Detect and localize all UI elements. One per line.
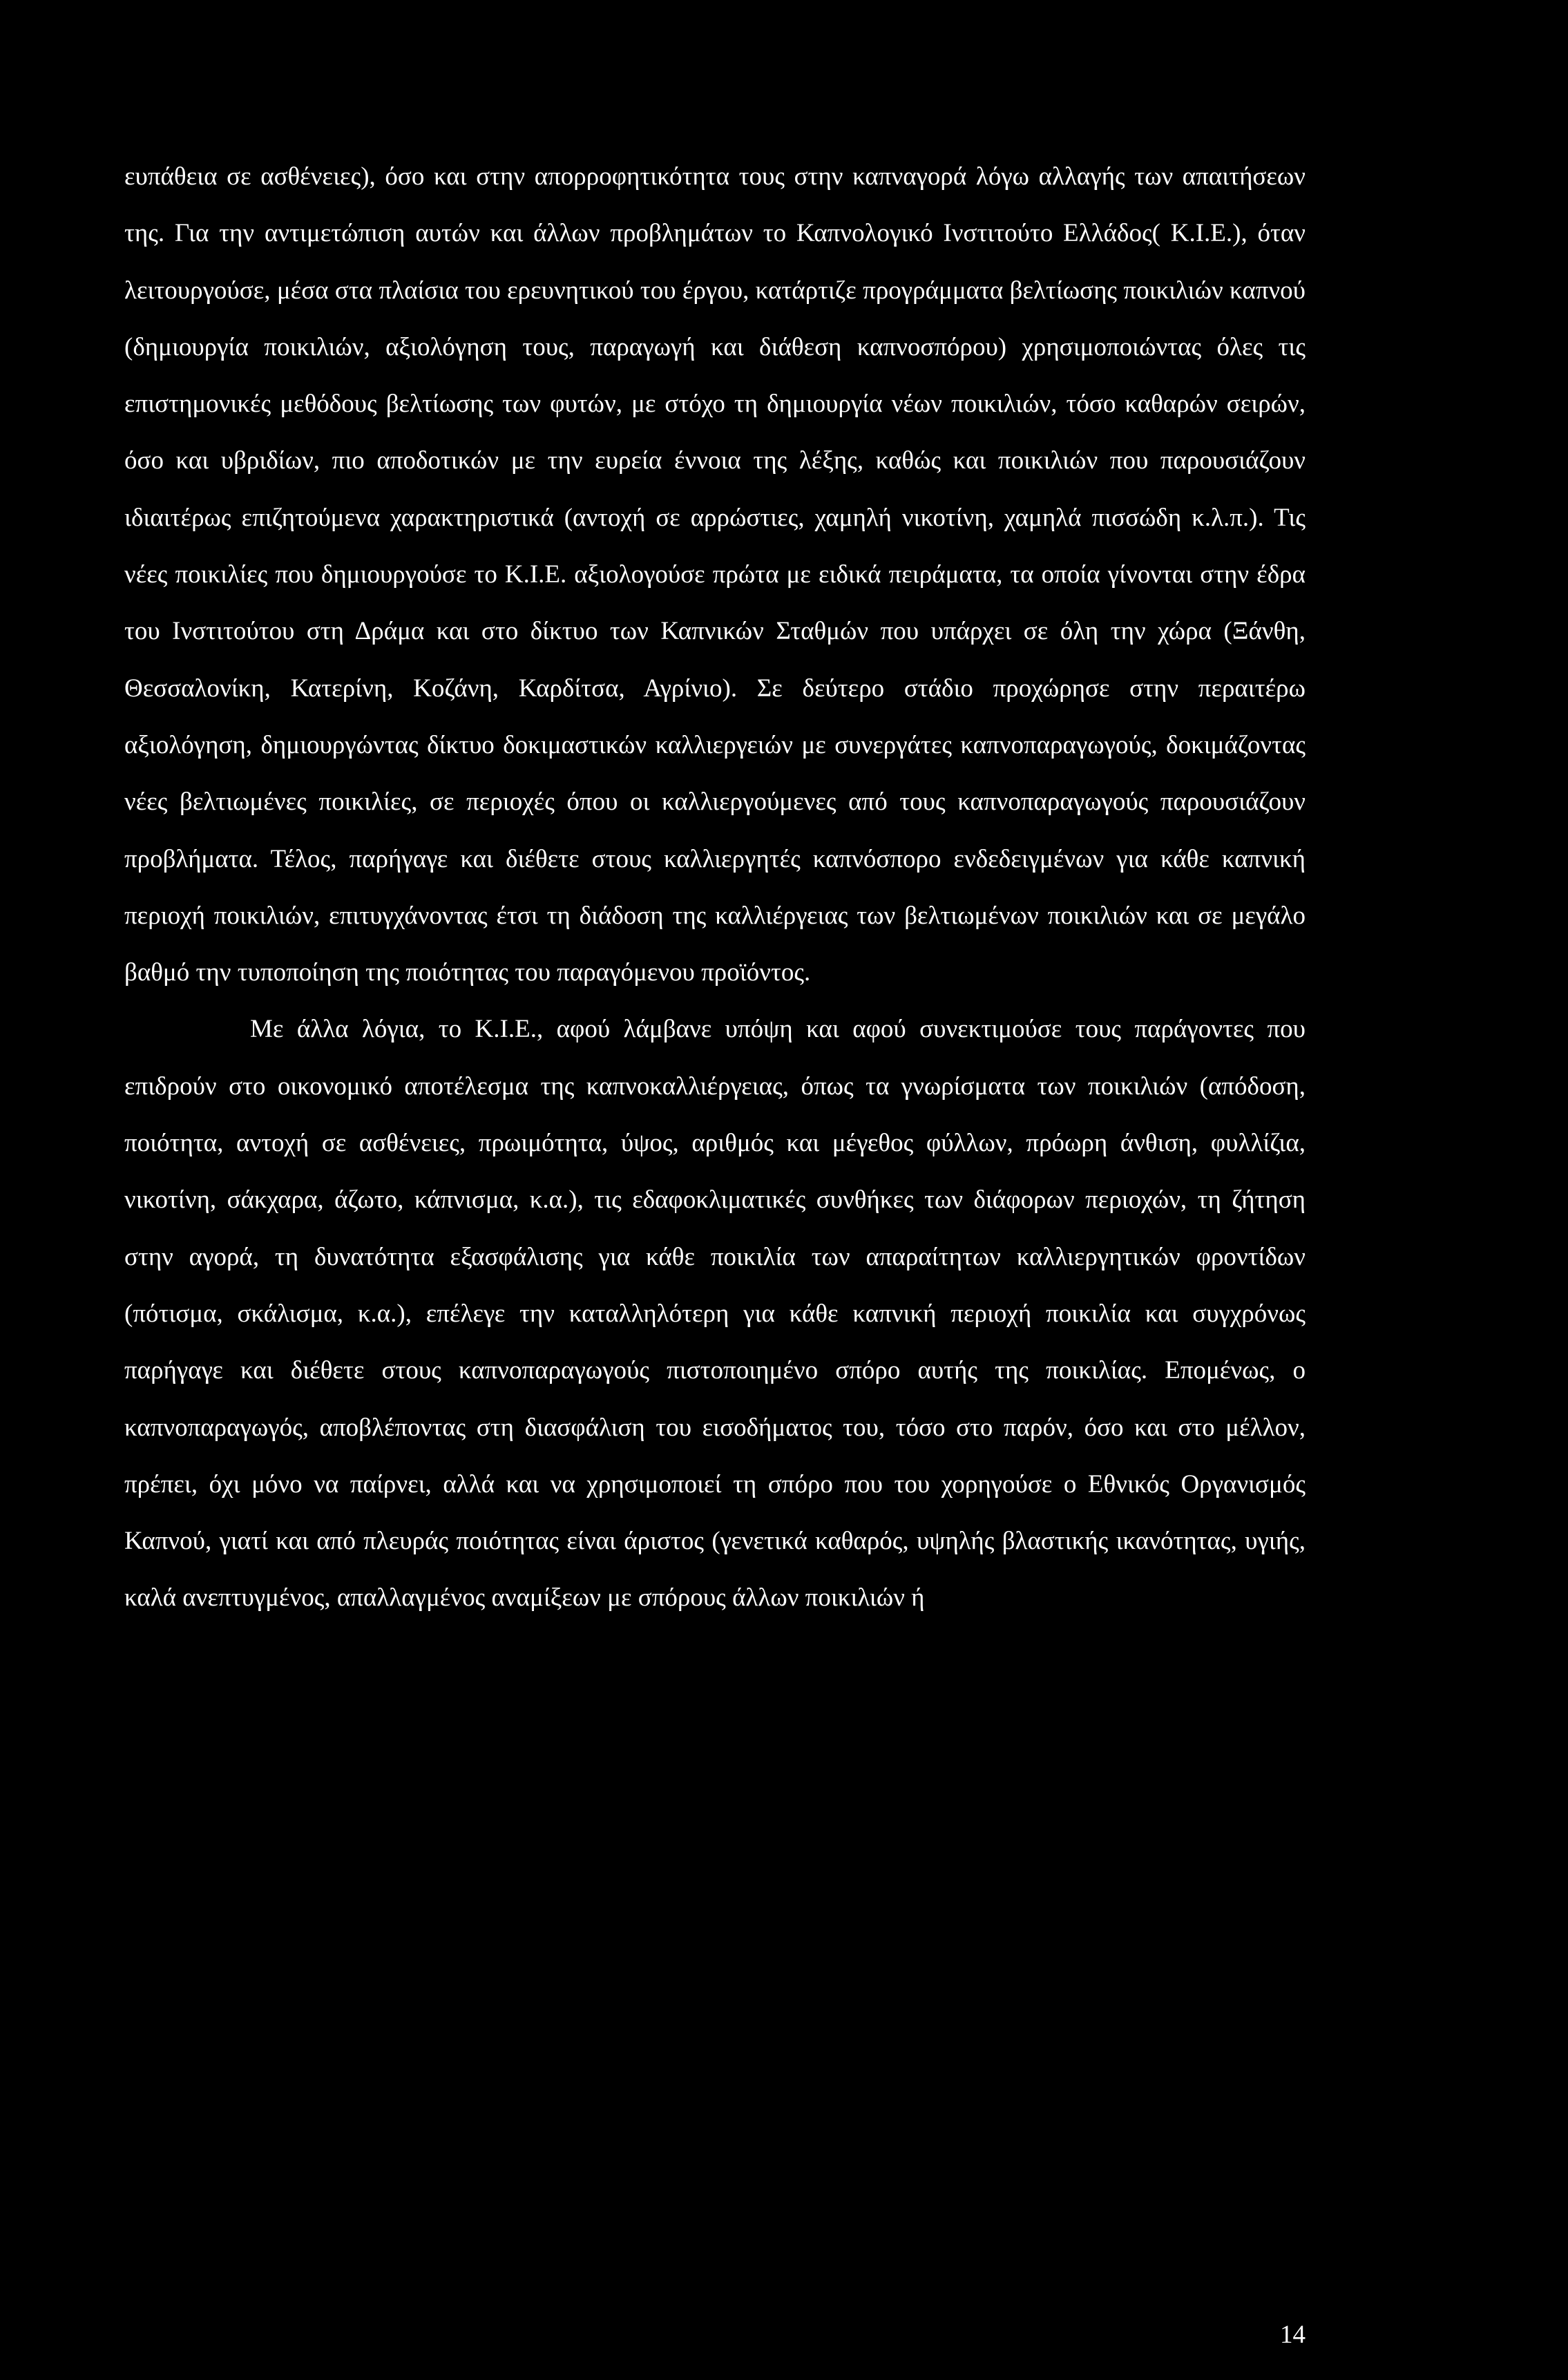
paragraph-1: ευπάθεια σε ασθένειες), όσο και στην απορροφητικότητα τους στην καπναγορά λόγω αλλαγής των απαιτήσεων της. Για την αντιμετώπιση αυτών και άλλων προβλημάτων το Καπνολογικό Ινστιτούτο Ελλάδος( Κ.Ι.Ε.), όταν λειτουργούσε, μέσα στα πλαίσια του ερευνητικού του έργου, κατάρτιζε προγράμματα βελτίωσης ποικιλιών καπνού (δημιουργία ποικιλιών, αξιολόγηση τους, παραγωγή και διάθεση καπνοσπόρου) χρησιμοποιώντας όλες τις επιστημονικές μεθόδους βελτίωσης των φυτών, με στόχο τη δημιουργία νέων ποικιλιών, τόσο καθαρών σειρών, όσο και υβριδίων, πιο αποδοτικών με την ευρεία έννοια της λέξης, καθώς και ποικιλιών που παρουσιάζουν ιδιαιτέρως επιζητούμενα χαρακτηριστικά (αντοχή σε αρρώστιες, χαμηλή νικοτίνη, χαμηλά πισσώδη κ.λ.π.). Τις νέες ποικιλίες που δημιουργούσε το Κ.Ι.Ε. αξιολογούσε πρώτα με ειδικά πειράματα, τα οποία γίνονται στην έδρα του Ινστιτούτου στη Δράμα και στο δίκτυο των Καπνικών Σταθμών που υπάρχει σε όλη την χώρα (Ξάνθη, Θεσσαλονίκη, Κατερίνη, Κοζάνη, Καρδίτσα, Αγρίνιο). Σε δεύτερο στάδιο προχώρησε στην περαιτέρω αξιολόγηση, δημιουργώντας δίκτυο δοκιμαστικών καλλιεργειών με συνεργάτες καπνοπαραγωγούς, δοκιμάζοντας νέες βελτιωμένες ποικιλίες, σε περιοχές όπου οι καλλιεργούμενες από τους καπνοπαραγωγούς παρουσιάζουν προβλήματα. Τέλος, παρήγαγε και διέθετε στους καλλιεργητές καπνόσπορο ενδεδειγμένων για κάθε καπνική περιοχή ποικιλιών, επιτυγχάνοντας έτσι τη διάδοση της καλλιέργειας των βελτιωμένων ποικιλιών και σε μεγάλο βαθμό την τυποποίηση της ποιότητας του παραγόμενου προϊόντος.: [124, 162, 1306, 987]
page-number: 14: [1280, 2321, 1306, 2349]
paragraph-2: Με άλλα λόγια, το Κ.Ι.Ε., αφού λάμβανε υπόψη και αφού συνεκτιμούσε τους παράγοντες που επιδρούν στο οικονομικό αποτέλεσμα της καπνοκαλλιέργειας, όπως τα γνωρίσματα των ποικιλιών (απόδοση, ποιότητα, αντοχή σε ασθένειες, πρωιμότητα, ύψος, αριθμός και μέγεθος φύλλων, πρόωρη άνθιση, φυλλίζια, νικοτίνη, σάκχαρα, άζωτο, κάπνισμα, κ.α.), τις εδαφοκλιματικές συνθήκες των διάφορων περιοχών, τη ζήτηση στην αγορά, τη δυνατότητα εξασφάλισης για κάθε ποικιλία των απαραίτητων καλλιεργητικών φροντίδων (πότισμα, σκάλισμα, κ.α.), επέλεγε την καταλληλότερη για κάθε καπνική περιοχή ποικιλία και συγχρόνως παρήγαγε και διέθετε στους καπνοπαραγωγούς πιστοποιημένο σπόρο αυτής της ποικιλίας. Επομένως, ο καπνοπαραγωγός, αποβλέποντας στη διασφάλιση του εισοδήματος του, τόσο στο παρόν, όσο και στο μέλλον, πρέπει, όχι μόνο να παίρνει, αλλά και να χρησιμοποιεί τη σπόρο που του χορηγούσε ο Εθνικός Οργανισμός Καπνού, γιατί και από πλευράς ποιότητας είναι άριστος (γενετικά καθαρός, υψηλής βλαστικής ικανότητας, υγιής, καλά ανεπτυγμένος, απαλλαγμένος αναμίξεων με σπόρους άλλων ποικιλιών ή: [124, 1015, 1306, 1612]
body-text: [124, 149, 1306, 1627]
